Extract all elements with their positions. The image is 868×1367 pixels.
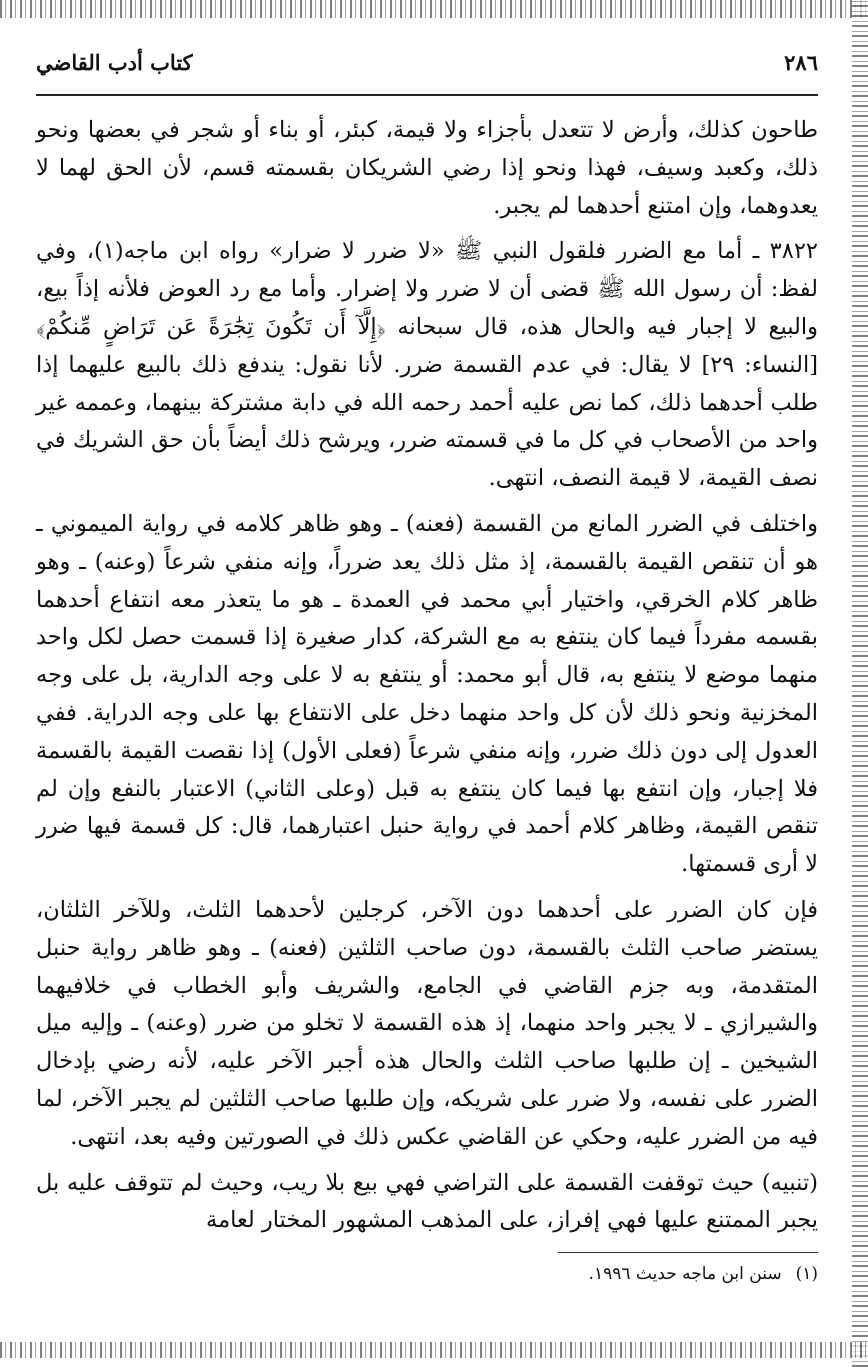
paragraph: (تنبيه) حيث توقفت القسمة على التراضي فهي بيع بلا ريب، وحيث لم تتوقف عليه بل يجبر الممتنع عليها فهي إفراز، على المذهب المشهور المختار لعامة xyxy=(36,1169,818,1234)
paragraph: طاحون كذلك، وأرض لا تتعدل بأجزاء ولا قيمة، كبئر، أو بناء أو شجر في بعضها ونحو ذلك، وكعبد وسيف، فهذا ونحو إذا رضي الشريكان بقسمته قسم، لأن الحق لهما لا يعدوهما، وإن امتنع أحدهما لم يجبر. xyxy=(36,117,818,219)
decorative-border-top xyxy=(0,0,868,18)
running-head xyxy=(36,50,818,96)
footnote-rule xyxy=(558,1252,818,1253)
footnotes xyxy=(36,1252,818,1287)
page xyxy=(36,50,818,1287)
footnote-mark: (١) xyxy=(795,1264,818,1285)
footnote-text: سنن ابن ماجه حديث ١٩٩٦. xyxy=(588,1264,782,1285)
decorative-border-right xyxy=(852,0,868,1367)
page-number: ٢٨٦ xyxy=(784,50,818,75)
decorative-border-bottom xyxy=(0,1342,868,1358)
book-title: كتاب أدب القاضي xyxy=(36,50,193,75)
paragraph: فإن كان الضرر على أحدهما دون الآخر، كرجلين لأحدهما الثلث، وللآخر الثلثان، يستضر صاحب الثلث بالقسمة، دون صاحب الثلثين (فعنه) ـ وهو ظاهر رواية حنبل المتقدمة، وبه جزم القاضي في الجامع، والشريف وأبو الخطاب في خلافيهما والشيرازي ـ لا يجبر واحد منهما، إذ هذه القسمة لا تخلو من ضرر (وعنه) ـ وإليه ميل الشيخين ـ إن طلبها صاحب الثلث والحال هذه أجبر الآخر عليه، لأنه رضي بإدخال الضرر على نفسه، ولا ضرر على شريكه، وإن طلبها صاحب الثلثين لم يجبر الآخر، لما فيه من الضرر عليه، وحكي عن القاضي عكس ذلك في الصورتين وفيه بعد، انتهى. xyxy=(36,896,818,1150)
paragraph: واختلف في الضرر المانع من القسمة (فعنه) ـ وهو ظاهر كلامه في رواية الميموني ـ هو أن تنقص القيمة بالقسمة، إذ مثل ذلك يعد ضرراً، وإنه منفي شرعاً (وعنه) ـ وهو ظاهر كلام الخرقي، واختيار أبي محمد في العمدة ـ هو ما يتعذر معه انتفاع أحدهما بقسمه مفرداً فيما كان ينتفع به مع الشركة، كدار صغيرة إذا قسمت حصل لكل واحد منهما موضع لا ينتفع به، قال أبو محمد: أو ينتفع به لا على وجه الدارية، بل على وجه المخزنية ونحو ذلك لأن كل واحد منهما دخل على الانتفاع بها على وجه الدراية. ففي العدول إلى دون ذلك ضرر، وإنه منفي شرعاً (فعلى الأول) إذا نقصت القيمة بالقسمة فلا إجبار، وإن انتفع بها فيما كان ينتفع به قبل (وعلى الثاني) الاعتبار بالنفع وإن لم تنقص القيمة، وظاهر كلام أحمد في رواية حنبل اعتبارهما، قال: كل قسمة فيها ضرر لا أرى قسمتها. xyxy=(36,510,818,878)
paragraph: ٣٨٢٢ ـ أما مع الضرر فلقول النبي ﷺ «لا ضرر لا ضرار» رواه ابن ماجه(١)، وفي لفظ: أن رسول الله ﷺ قضى أن لا ضرر ولا إضرار. وأما مع رد العوض فلأنه إذاً بيع، والبيع لا إجبار فيه والحال هذه، قال سبحانه ﴿إِلَّآ أَن تَكُونَ تِجَٰرَةً عَن تَرَاضٍ مِّنكُمْ﴾ [النساء: ٢٩] لا يقال: في عدم القسمة ضرر. لأنا نقول: يندفع ذلك بالبيع عليهما إذا طلب أحدهما ذلك، كما نص عليه أحمد رحمه الله في دابة مشتركة بينهما، وعممه غير واحد من الأصحاب في كل ما في قسمته ضرر، ويرشح ذلك أيضاً بأن حق الشريك في نصف القيمة، لا قيمة النصف، انتهى. xyxy=(36,238,818,492)
body-text xyxy=(36,112,818,1240)
footnote xyxy=(36,1261,818,1287)
